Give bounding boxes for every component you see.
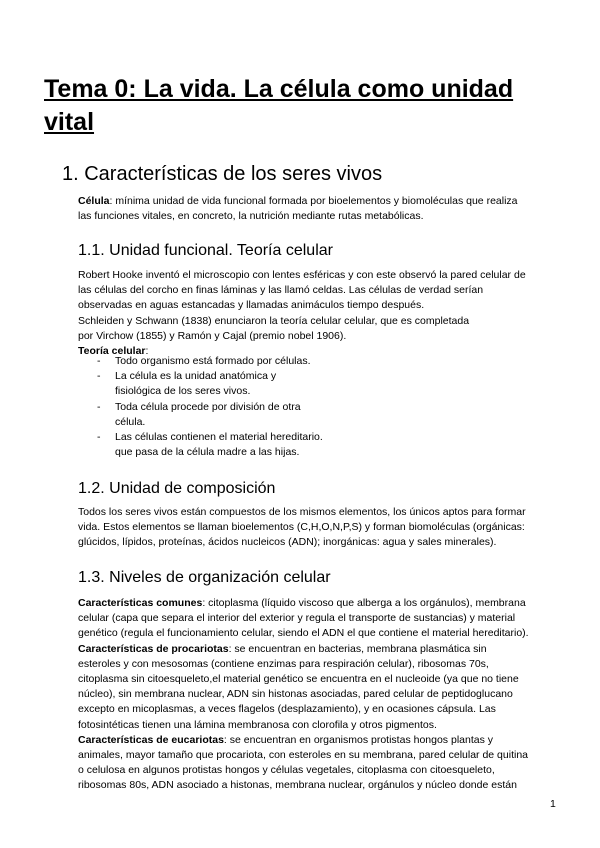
list-dash: - (97, 400, 101, 413)
niveles-paragraph: Características comunes: citoplasma (líquido viscoso que alberga a los orgánulos), membrana celular (capa que separa el interior del exterior y regula el transporte de sustancias) y material genético (regula el funcionamiento celular, siendo el ADN el que contiene el material hereditario). Características de procariotas: se encuentran en bacterias, membrana plasmática sin esteroles y con mesosomas (contiene enzimas para respiración celular), ribosomas 70s, citoplasma sin citoesqueleto,el material genético se encuentra en el nucleoide (ya que no tiene núcleo), sin membrana nuclear, ADN sin histonas asociadas, pared celular de peptidoglucano excepto en micoplasmas, a veces flagelos (desplazamiento), y en ocasiones cápsula. Las fotosintéticas tienen una lámina membranosa con clorofila y otros pigmentos. Características de eucariotas: se encuentran en organismos protistas hongos plantas y animales, mayor tamaño que procariota, con esteroles en su membrana, pared celular de quitina o celulosa en algunos protistas hongos y células vegetales, citoplasma con citoesqueleto, ribosomas 80s, ADN asociado a histonas, membrana nuclear, orgánulos y núcleo donde están (78, 596, 562, 794)
composicion-paragraph: Todos los seres vivos están compuestos de los mismos elementos, los únicos aptos para formar vida. Estos elementos se llaman bioelementos (C,H,O,N,P,S) y forman biomoléculas (orgánicas: glúcidos, lípidos, proteínas, ácidos nucleicos (ADN); inorgánicas: agua y sales minerales). (78, 506, 526, 549)
subsection-1-3-heading: 1.3. Niveles de organización celular (78, 569, 331, 586)
document-title (44, 73, 554, 139)
list-item: - Todo organismo está formado por células. (78, 354, 323, 369)
hooke-line-1: Robert Hooke inventó el microscopio con lentes esféricas y con este observó la pared celular de (78, 269, 526, 281)
title-line-1: Tema 0: La vida. La célula como unidad (44, 75, 514, 103)
celula-line-2: las funciones vitales, en concreto, la nutrición mediante rutas metabólicas. (78, 210, 424, 223)
section-1-heading: 1. Características de los seres vivos (62, 163, 383, 185)
teoria-celular-list (78, 354, 323, 460)
teoria-celular-label: Teoría celular: (78, 345, 149, 358)
procariotas-term: Características de procariotas (78, 642, 229, 655)
list-item: - La célula es la unidad anatómica y fisiológica de los seres vivos. (97, 370, 277, 398)
list-dash: - (97, 431, 101, 444)
hooke-paragraph (78, 268, 562, 359)
procariotas-line-1: Características de procariotas: se encuentran en bacterias, membrana plasmática sin (78, 642, 487, 655)
list-dash: - (97, 355, 101, 367)
hooke-line-3: observadas en aguas estancadas y llamadas animáculos tiempo después. (78, 299, 425, 312)
comunes-term: Características comunes (78, 597, 203, 609)
page-number: 1 (550, 798, 556, 810)
hooke-line-4: Schleiden y Schwann (1838) enunciaron la teoría celular celular, que es completada (78, 314, 470, 327)
list-item: - Las células contienen el material hereditario. que pasa de la célula madre a las hijas. (97, 431, 323, 459)
hooke-line-5: por Virchow (1855) y Ramón y Cajal (premio nobel 1906). (78, 329, 347, 342)
celula-term: Célula (78, 195, 110, 207)
list-dash: - (97, 370, 101, 383)
subsection-1-1-heading: 1.1. Unidad funcional. Teoría celular (78, 242, 333, 259)
comunes-line-1: Características comunes: citoplasma (líquido viscoso que alberga a los orgánulos), membrana (78, 597, 526, 609)
celula-line-1: Célula: mínima unidad de vida funcional formada por bioelementos y biomoléculas que realiza (78, 195, 518, 207)
eucariotas-line-1: Características de eucariotas: se encuentran en organismos protistas hongos plantas y (78, 733, 493, 746)
hooke-line-2: las células del corcho en finas láminas y las llamó celdas. Las células de verdad serían (78, 284, 484, 297)
celula-definition (78, 194, 562, 224)
title-line-2: vital (44, 108, 95, 136)
list-item: - Toda célula procede por división de otra célula. (97, 400, 301, 428)
eucariotas-term: Características de eucariotas (78, 733, 224, 746)
subsection-1-2-heading: 1.2. Unidad de composición (78, 480, 276, 497)
